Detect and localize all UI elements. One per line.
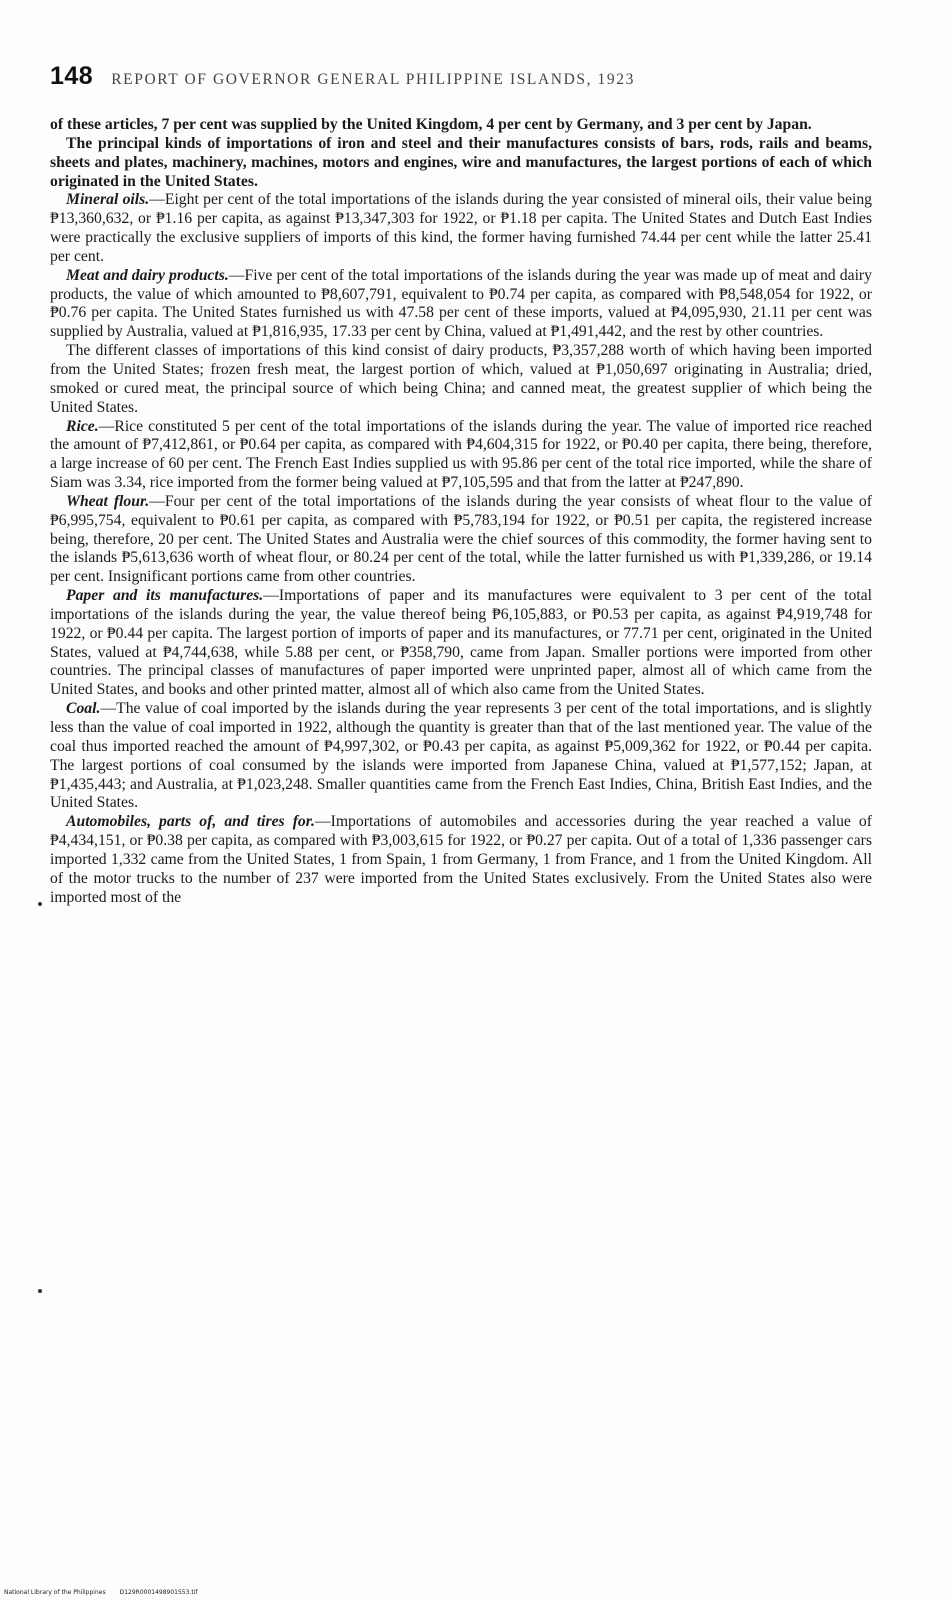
scan-file-code: D129R0001498901553.tif [119,1589,198,1596]
paragraph-text: —Rice constituted 5 per cent of the total importations of the islands during the year. The value of imported rice reached the amount of ₱7,412,861, or ₱0.64 per capita, as compared with ₱4,604,315 for 1922, or ₱0.40 per capita, there being, therefore, a large increase of 60 per cent. The French East Indies supplied us with 95.86 per cent of the total rice imported, while the share of Siam was 3.34, rice imported from the former being valued at ₱7,105,595 and that from the latter at ₱247,890. [50,417,872,492]
paragraph-text: —Importations of automobiles and accessories during the year reached a value of ₱4,434,151, or ₱0.38 per capita, as compared with ₱3,003,615 for 1922, or ₱0.27 per capita. Out of a total of 1,336 passenger cars imported 1,332 came from the United States, 1 from Spain, 1 from Germany, 1 from France, and 1 from the United Kingdom. All of the motor trucks to the number of 237 were imported from the United States exclusively. From the United States also were imported most of the [50,813,872,906]
paragraph-iron-steel [50,135,872,192]
section-lead: Wheat flour. [66,492,150,510]
paragraph-text: of these articles, 7 per cent was supplied by the United Kingdom, 4 per cent by Germany, and 3 per cent by Japan. [50,116,812,133]
paragraph-rice [50,418,872,493]
paragraph-continuation [50,116,872,135]
paragraph-coal [50,700,872,813]
paragraph-automobiles [50,813,872,907]
page-header [50,62,830,94]
section-lead: Paper and its manufactures. [66,587,264,605]
margin-dot [38,902,42,906]
margin-dot [38,1289,42,1293]
library-name: National Library of the Philippines [4,1589,106,1596]
paragraph-text: —Eight per cent of the total importations of the islands during the year consisted of mineral oils, their value being ₱13,360,632, or ₱1.16 per capita, as against ₱13,347,303 for 1922, or ₱1.18 per capita. The United States and Dutch East Indies were practically the exclusive suppliers of imports of this kind, the former having furnished 74.44 per cent while the latter 25.41 per cent. [50,191,873,265]
running-head: REPORT OF GOVERNOR GENERAL PHILIPPINE ISLANDS, 1923 [111,71,635,88]
paragraph-text: —Four per cent of the total importations of the islands during the year consists of wheat flour to the value of ₱6,995,754, equivalent to ₱0.61 per capita, as compared with ₱5,783,194 for 1922, or ₱0.51 per capita, the registered increase being, therefore, 20 per cent. The United States and Australia were the chief sources of this commodity, the former having sent to the islands ₱5,613,636 worth of wheat flour, or 80.24 per cent of the total, while the latter furnished us with ₱1,339,286, or 19.14 per cent. Insignificant portions came from other countries. [50,492,873,586]
paragraph-text: —The value of coal imported by the islands during the year represents 3 per cent of the total importations, and is slightly less than the value of coal imported in 1922, although the quantity is greater than that of the last mentioned year. The value of the coal thus imported reached the amount of ₱4,997,302, or ₱0.43 per capita, as against ₱5,009,362 for 1922, or ₱0.44 per capita. The largest portions of coal consumed by the islands were imported from Japanese China, valued at ₱1,577,152; Japan, at ₱1,435,443; and Australia, at ₱1,023,248. Smaller quantities came from the French East Indies, China, British East Indies, and the United States. [50,700,872,812]
paragraph-meat-classes [50,342,872,417]
section-lead: Mineral oils. [66,191,150,209]
paragraph-text: The different classes of importations of this kind consist of dairy products, ₱3,357,288 worth of which having been imported from the United States; frozen fresh meat, the largest portion of which, valued at ₱1,050,697 originating in Australia; dried, smoked or cured meat, the principal source of which being China; and canned meat, the greatest supplier of which being the United States. [50,342,872,416]
paragraph-text: The principal kinds of importations of iron and steel and their manufactures consists of bars, rods, rails and beams, sheets and plates, machinery, machines, motors and engines, wire and manufactures, the largest portions of each of which originated in the United States. [50,134,872,190]
section-lead: Coal. [66,700,101,718]
section-lead: Rice. [66,417,99,435]
body-text [50,116,872,907]
paragraph-text: —Importations of paper and its manufactures were equivalent to 3 per cent of the total importations of the islands during the year, the value thereof being ₱6,105,883, or ₱0.53 per capita, as against ₱4,919,748 for 1922, or ₱0.44 per capita. The largest portion of imports of paper and its manufactures, or 77.71 per cent, originated in the United States, valued at ₱4,744,638, while 5.88 per cent, or ₱358,790, came from Japan. Smaller portions were imported from other countries. The principal classes of manufactures of paper imported were unprinted paper, almost all of which came from the United States, and books and other printed matter, almost all of which also came from the United States. [50,587,873,699]
page-number: 148 [50,62,94,90]
paragraph-text: —Five per cent of the total importations of the islands during the year was made up of meat and dairy products, the value of which amounted to ₱8,607,791, equivalent to ₱0.74 per capita, as compared with ₱8,548,054 for 1922, or ₱0.76 per capita. The United States furnished us with 47.58 per cent of these imports, valued at ₱4,095,930, 21.11 per cent was supplied by Australia, valued at ₱1,816,935, 17.33 per cent by China, valued at ₱1,491,442, and the rest by other countries. [50,266,872,341]
scan-footer [4,1589,197,1596]
paragraph-wheat-flour [50,493,872,587]
paragraph-meat-dairy [50,267,872,342]
paragraph-paper [50,587,872,700]
section-lead: Meat and dairy products. [66,266,229,284]
paragraph-mineral-oils [50,191,872,266]
section-lead: Automobiles, parts of, and tires for. [66,813,315,831]
